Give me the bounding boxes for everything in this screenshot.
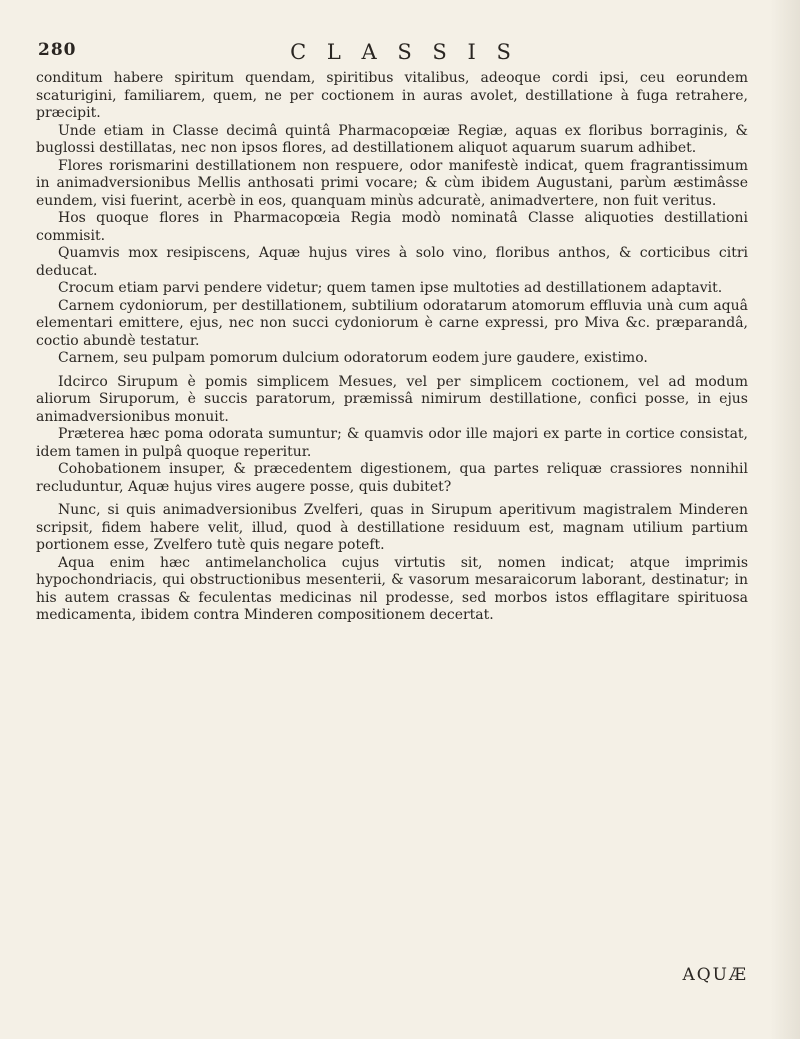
paragraph: conditum habere spiritum quendam, spiritibus vitalibus, adeoque cordi ipsi, ceu eorundem scaturigini, familiarem, quem, ne per coctionem in auras avolet, destillatione à fuga retrahere, præcipit.	[36, 70, 748, 121]
paragraph: Carnem cydoniorum, per destillationem, subtilium odoratarum atomorum effluvia unà cum aquâ elementari emittere, ejus, nec non succi cydoniorum è carne expressi, pro Miva &c. præparandâ, coctio abundè testatur.	[36, 297, 748, 349]
paragraph: Nunc, si quis animadversionibus Zvelferi, quas in Sirupum aperitivum magistralem Minderen scripsit, fidem habere velit, illud, quod à destillatione residuum est, magnam utilium partium portionem esse, Zvelfero tutè quis negare poteft.	[36, 502, 748, 553]
paragraph: Cohobationem insuper, & præcedentem digestionem, qua partes reliquæ crassiores nonnihil recluduntur, Aquæ hujus vires augere posse, quis dubitet?	[36, 461, 748, 495]
page-number: 280	[38, 40, 77, 60]
paragraph: Idcirco Sirupum è pomis simplicem Mesues, vel per simplicem coctionem, vel ad modum aliorum Siruporum, è succis paratorum, præmissâ nimirum destillatione, confici posse, in ejus animadversionibus monuit.	[36, 373, 748, 425]
paragraph: Flores rorismarini destillationem non respuere, odor manifestè indicat, quem fragrantissimum in animadversionibus Mellis anthosati primi vocare; & cùm ibidem Augustani, parùm æstimâsse eundem, visi fuerint, acerbè in eos, quanquam minùs adcuratè, animadvertere, non fuit veritus.	[36, 157, 748, 209]
paragraph: Unde etiam in Classe decimâ quintâ Pharmacopœiæ Regiæ, aquas ex floribus borraginis, & buglossi destillatas, nec non ipsos flores, ad destillationem aliquot aquarum suarum adhibet.	[36, 122, 748, 156]
paragraph: Carnem, seu pulpam pomorum dulcium odoratorum eodem jure gaudere, existimo.	[58, 350, 648, 366]
paragraph: Quamvis mox resipiscens, Aquæ hujus vires à solo vino, floribus anthos, & corticibus citri deducat.	[36, 245, 748, 279]
page-header	[38, 40, 770, 64]
paragraph: Aqua enim hæc antimelancholica cujus virtutis sit, nomen indicat; atque imprimis hypochondriacis, qui obstructionibus mesenterii, & vasorum mesaraicorum laborant, destinatur; in his autem crassas & feculentas medicinas nil prodesse, sed morbos istos efflagitare spirituosa medicamenta, ibidem contra Minderen compositionem decertat.	[36, 554, 748, 623]
paragraph: Hos quoque flores in Pharmacopœia Regia modò nominatâ Classe aliquoties destillationi commisit.	[36, 210, 748, 244]
catchword: AQUÆ	[682, 965, 748, 985]
paragraph: Crocum etiam parvi pendere videtur; quem tamen ipse multoties ad destillationem adaptavit.	[58, 280, 723, 296]
paragraph: Præterea hæc poma odorata sumuntur; & quamvis odor ille majori ex parte in cortice consistat, idem tamen in pulpâ quoque reperitur.	[36, 426, 748, 460]
body-text	[36, 70, 748, 625]
running-title: C L A S S I S	[290, 40, 518, 64]
page-edge-shadow	[770, 0, 800, 1039]
